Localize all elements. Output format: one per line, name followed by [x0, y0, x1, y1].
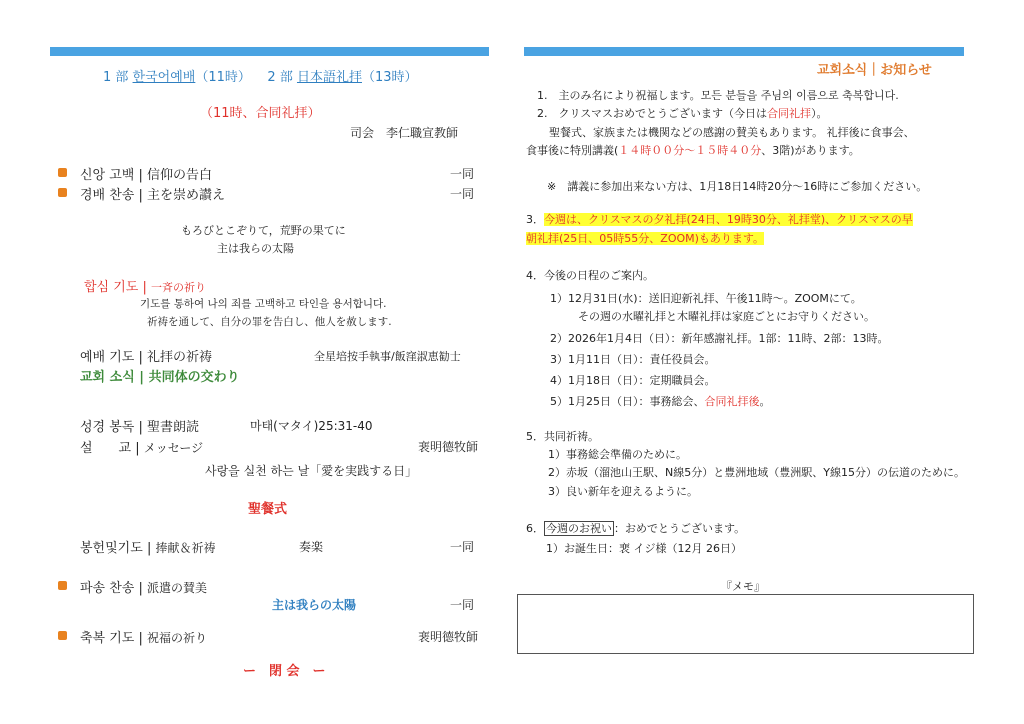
- joint-prayer-ja: 祈祷を通して、自分の罪を告白し、他人を赦します.: [147, 316, 392, 328]
- left-top-bar: [50, 47, 489, 56]
- schedule-item: 5）1月25日（日）：事務総会、合同礼拝後。: [550, 395, 771, 408]
- offering-music: 奏楽: [299, 540, 324, 554]
- notice-2-line2: 聖餐式、家族または機関などの感謝の賛美もあります。 礼拝後に食事会、: [549, 126, 915, 139]
- bullet-icon: [58, 168, 67, 177]
- presider: 司会 李仁職宣教師: [350, 126, 459, 140]
- scripture-reference: 마태(マタイ)25:31-40: [250, 419, 373, 433]
- schedule-item: その週の水曜礼拝と木曜礼拝は家庭ごとにお守りください。: [578, 310, 875, 323]
- sending-hymn-title: 主は我らの太陽: [272, 598, 357, 612]
- notice-3: 3．今週は、クリスマスの夕礼拝(24日、19時30分、礼拝堂)、クリスマスの早: [526, 213, 913, 226]
- notice-5-title: 5．共同祈祷。: [526, 430, 599, 443]
- order-item-scripture: 성경 봉독 | 聖書朗読: [80, 420, 200, 435]
- schedule-item: 2）2026年1月4日（日）：新年感謝礼拝。1部：11時、2部：13時。: [550, 332, 889, 345]
- notice-1: 1. 主のみ名により祝福します。모든 분들을 주님의 이름으로 축복합니다.: [537, 89, 899, 102]
- birthday-item: 1）お誕生日：裵 イジ様（12月 26日）: [546, 542, 742, 555]
- closing: ー 閉 会 ー: [243, 664, 326, 679]
- order-item-confession: 신앙 고백 | 信仰の告白: [80, 168, 213, 183]
- order-item-right: 一同: [450, 187, 475, 201]
- prayer-item: 3）良い新年を迎えるように。: [548, 485, 698, 498]
- sermon-preacher: 裵明德牧師: [418, 440, 479, 454]
- hymn-line-1: もろびとこぞりて，荒野の果てに: [181, 224, 346, 237]
- order-item-church-news: 교회 소식 | 共同体の交わり: [80, 370, 240, 385]
- order-item-joint-prayer: 합심 기도 | 一斉の祈り: [84, 280, 207, 295]
- schedule-item: 3）1月11日（日）：責任役員会。: [550, 353, 716, 366]
- order-item-right: 一同: [450, 540, 475, 554]
- memo-box[interactable]: [517, 594, 974, 654]
- order-item-offering: 봉헌및기도 | 捧献＆祈祷: [80, 541, 216, 556]
- worship-prayer-leader: 全星培按手執事/飯窪淑恵勧士: [314, 350, 461, 363]
- benediction-leader: 裵明德牧師: [418, 630, 479, 644]
- bullet-icon: [58, 188, 67, 197]
- hymn-line-2: 主は我らの太陽: [217, 242, 294, 255]
- notice-2-note: ※ 講義に参加出来ない方は、1月18日14時20分～16時にご参加ください。: [547, 180, 928, 193]
- prayer-item: 2）赤坂（溜池山王駅、N線5分）と豊洲地域（豊洲駅、Y線15分）の伝道のために。: [548, 466, 965, 479]
- order-item-sermon: 설 교 | メッセージ: [80, 441, 204, 456]
- communion-heading: 聖餐式: [248, 502, 288, 517]
- notice-2-line3: 食事後に特別講義(１４時００分～１５時４０分、3階)があります。: [526, 144, 860, 157]
- memo-label: 『メモ』: [721, 580, 765, 593]
- joint-worship-note: （11時、合同礼拝）: [200, 106, 321, 121]
- order-item-benediction: 축복 기도 | 祝福の祈り: [80, 631, 208, 646]
- notice-6: 6． 今週のお祝い ：おめでとうございます。: [526, 522, 746, 535]
- sermon-title: 사랑을 실천 하는 날「愛を実践する日」: [205, 464, 418, 478]
- right-top-bar: [524, 47, 964, 56]
- order-item-worship-prayer: 예배 기도 | 礼拝の祈祷: [80, 350, 213, 365]
- schedule-item: 1）12月31日(水)：送旧迎新礼拝、午後11時～。ZOOMにて。: [550, 292, 862, 305]
- notice-4-title: 4．今後の日程のご案内。: [526, 269, 654, 282]
- notice-2: 2. クリスマスおめでとうございます（今日は合同礼拝）。: [537, 107, 828, 120]
- order-item-sending-hymn: 파송 찬송 | 派遣の賛美: [80, 581, 208, 596]
- joint-prayer-ko: 기도를 통하여 나의 죄를 고백하고 타인을 용서합니다.: [140, 298, 387, 310]
- order-item-right: 一同: [450, 598, 475, 612]
- bullet-icon: [58, 631, 67, 640]
- news-header: 교회소식｜お知らせ: [817, 63, 932, 78]
- order-item-right: 一同: [450, 167, 475, 181]
- prayer-item: 1）事務総会準備のために。: [548, 448, 687, 461]
- notice-3-line2: 朝礼拝(25日、05時55分、ZOOM)もあります。: [526, 232, 765, 245]
- order-item-praise: 경배 찬송 | 主を崇め讃え: [80, 188, 226, 203]
- schedule-item: 4）1月18日（日）：定期職員会。: [550, 374, 716, 387]
- bullet-icon: [58, 581, 67, 590]
- service-title: 1 部 한국어예배（11時） 2 部 日本語礼拝（13時）: [103, 70, 418, 85]
